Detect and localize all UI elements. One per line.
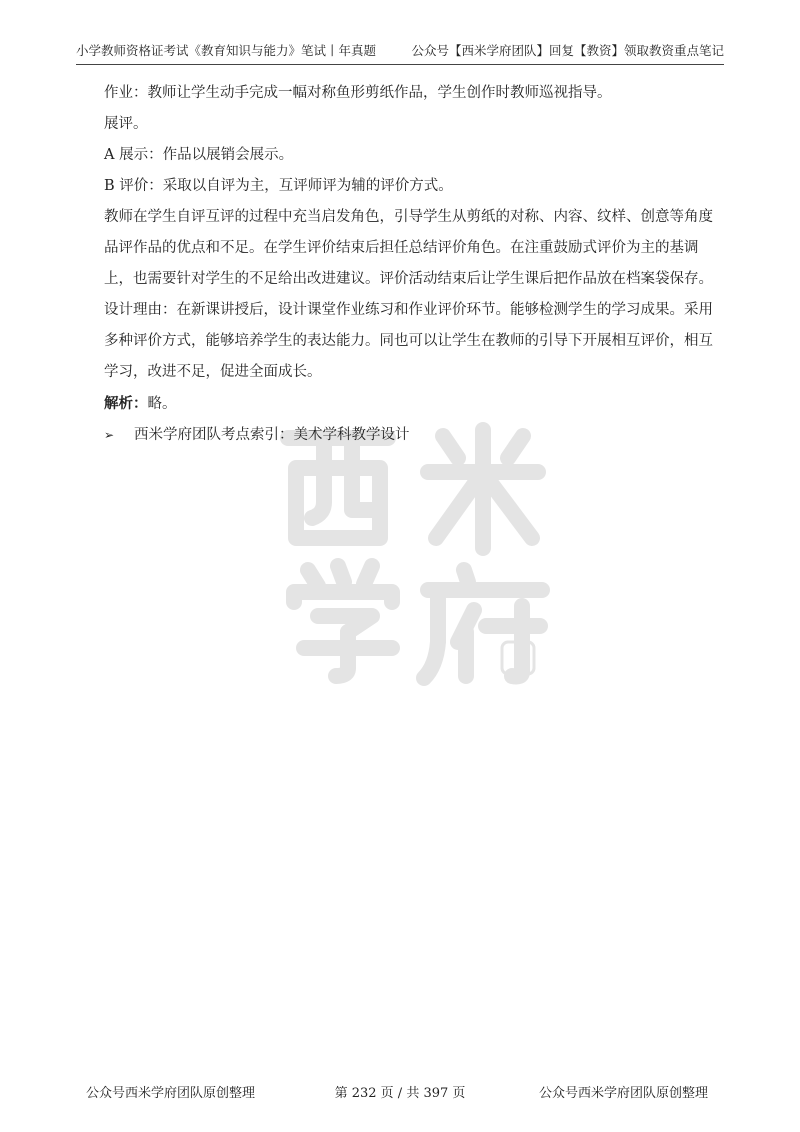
page-number: 第 232 页 / 共 397 页 [334,1086,466,1101]
exhibition-heading: 展评。 [104,116,148,132]
page-footer [0,1082,800,1102]
evaluation-item: B 评价：采取以自评为主，互评师评为辅的评价方式。 [104,178,453,194]
header-exam-title: 小学教师资格证考试《教育知识与能力》笔试丨年真题 [76,43,377,58]
teacher-role-paragraph: 教师在学生自评互评的过程中充当启发角色，引导学生从剪纸的对称、内容、纹样、创意等角度品评作品的优点和不足。在学生评价结束后担任总结评价角色。在注重鼓励式评价为主的基调上，也需要针对学生的不足给出改进建议。评价活动结束后让学生课后把作品放在档案袋保存。 [104,209,713,287]
footer-right-credit: 公众号西米学府团队原创整理 [538,1086,708,1101]
analysis-label: 解析： [104,395,148,412]
watermark-logo [268,410,568,690]
page-header [76,40,724,65]
arrow-bullet-icon: ➢ [104,428,115,442]
analysis-text: 略。 [147,396,177,412]
analysis-line [104,388,724,420]
header-promo-text: 公众号【西米学府团队】回复【教资】领取教资重点笔记 [411,43,724,58]
page-content [104,78,724,451]
exhibition-display-item: A 展示：作品以展销会展示。 [104,147,294,163]
homework-paragraph: 作业：教师让学生动手完成一幅对称鱼形剪纸作品，学生创作时教师巡视指导。 [104,85,612,101]
footer-left-credit: 公众号西米学府团队原创整理 [86,1086,256,1101]
design-reason-paragraph: 设计理由：在新课讲授后，设计课堂作业练习和作业评价环节。能够检测学生的学习成果。采用多种评价方式，能够培养学生的表达能力。同也可以让学生在教师的引导下开展相互评价，相互学习，改进不足，促进全面成长。 [104,302,713,380]
topic-index-line [104,420,724,451]
topic-index-text: 西米学府团队考点索引：美术学科教学设计 [134,427,410,443]
